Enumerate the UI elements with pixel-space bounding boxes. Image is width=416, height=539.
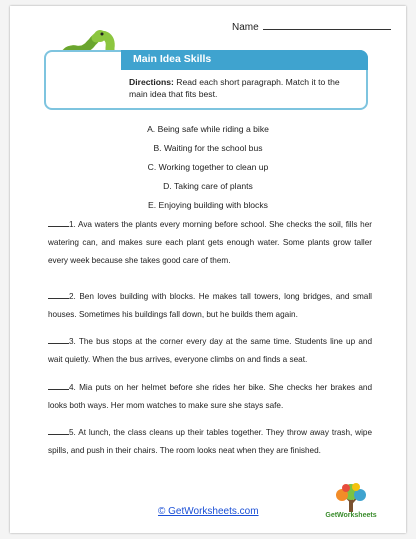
directions-label: Directions: <box>129 77 174 87</box>
question-4 <box>48 379 372 415</box>
directions-body: Read each short paragraph. Match it to the main idea that fits best. <box>129 77 340 99</box>
question-1-text: 1. Ava waters the plants every morning before school. She checks the soil, fills her watering can, and makes sure each plant gets enough water. Some plants grow taller every week because she takes good care of them. <box>48 220 372 265</box>
question-3-text: 3. The bus stops at the corner every day at the same time. Students line up and wait quietly. When the bus arrives, everyone climbs on and finds a seat. <box>48 337 372 364</box>
worksheet-title: Main Idea Skills <box>133 53 212 65</box>
option-b: B. Waiting for the school bus <box>153 143 263 153</box>
option-e: E. Enjoying building with blocks <box>148 200 268 210</box>
answer-blank-5[interactable] <box>48 426 69 435</box>
answer-blank-1[interactable] <box>48 218 69 227</box>
logo-text: GetWorksheets <box>325 512 377 519</box>
option-d: D. Taking care of plants <box>163 181 253 191</box>
name-label: Name <box>232 22 259 33</box>
question-5-text: 5. At lunch, the class cleans up their tables together. They throw away trash, wipe spills, and push in their chairs. The room looks neat when they are finished. <box>48 428 372 455</box>
question-3 <box>48 333 372 369</box>
directions-text <box>129 76 359 100</box>
tree-logo-icon <box>316 482 386 514</box>
option-a: A. Being safe while riding a bike <box>147 124 269 134</box>
name-blank-line[interactable] <box>263 20 391 30</box>
option-c: C. Working together to clean up <box>147 162 269 172</box>
answer-blank-4[interactable] <box>48 381 69 390</box>
title-bar <box>121 50 368 70</box>
question-2 <box>48 288 372 324</box>
question-2-text: 2. Ben loves building with blocks. He makes tall towers, long bridges, and small houses. Sometimes his buildings fall down, but he builds them again. <box>48 292 372 319</box>
answer-blank-2[interactable] <box>48 290 69 299</box>
answer-blank-3[interactable] <box>48 335 69 344</box>
question-1 <box>48 216 372 270</box>
question-4-text: 4. Mia puts on her helmet before she rides her bike. She checks her brakes and looks both ways. Her mom watches to make sure she stays safe. <box>48 383 372 410</box>
worksheet-page <box>10 6 406 533</box>
name-field-row <box>232 20 404 33</box>
question-5 <box>48 424 372 460</box>
getworksheets-logo <box>316 482 386 524</box>
header-box <box>44 50 368 110</box>
main-idea-options <box>10 120 406 215</box>
getworksheets-link[interactable]: © GetWorksheets.com <box>158 506 259 517</box>
